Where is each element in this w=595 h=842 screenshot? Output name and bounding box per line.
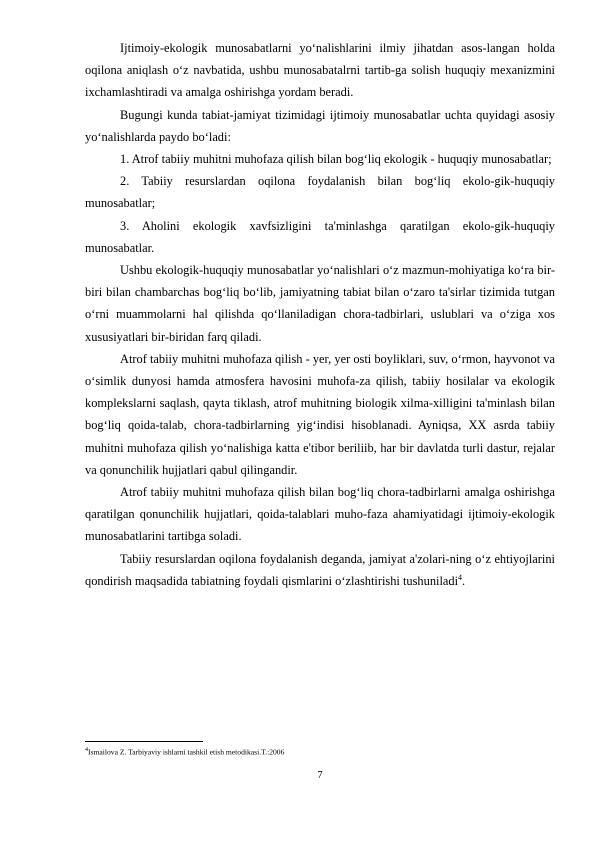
paragraph-8: Atrof tabiiy muhitni muhofaza qilish bilan bog‘liq chora-tadbirlarni amalga oshirishga qaratilgan qonunchilik hujjatlari, qoida-talablari muho-faza ahamiyatidagi ijtimoiy-ekologik munosabatlarini tartibga soladi. xyxy=(85,485,555,544)
paragraph-7: Atrof tabiiy muhitni muhofaza qilish - yer, yer osti boyliklari, suv, o‘rmon, hayvonot va o‘simlik dunyosi hamda atmosfera havosini muhofa-za qilish, tabiiy hosilalar va ekologik komplekslarni saqlash, qayta tiklash, atrof muhitning biologik xilma-xilligini ta'minlash bilan bog‘liq qoida-talab, chora-tadbirlarning yig‘indisi hisoblanadi. Ayniqsa, XX asrda tabiiy muhitni muhofaza qilish yo‘nalishiga katta e'tibor beriliib, har bir davlatda turli dastur, rejalar va qonunchilik hujjatlari qabul qilingandir. xyxy=(85,351,555,477)
paragraph-9-text: Tabiiy resurslardan oqilona foydalanish deganda, jamiyat a'zolari-ning o‘z ehtiyojlarini qondirish maqsadida tabiatning foydali qismlarini o‘zlashtirishi tushuniladi xyxy=(85,551,555,588)
paragraph-9-end: . xyxy=(462,573,466,588)
paragraph-4: 2. Tabiiy resurslardan oqilona foydalanish bilan bog‘liq ekolo-gik-huquqiy munosabatlar; xyxy=(85,174,555,211)
page-number: 7 xyxy=(317,770,323,781)
paragraph-3: 1. Atrof tabiiy muhitni muhofaza qilish bilan bog‘liq ekologik - huquqiy munosabatlar; xyxy=(120,152,552,167)
paragraph-1: Ijtimoiy-ekologik munosabatlarni yo‘nalishlarini ilmiy jihatdan asos-langan holda oqilona aniqlash o‘z navbatida, ushbu munosabatalrni tartib-ga solish huquqiy mexanizmini ixchamlashtiradi va amalga oshirishga yordam beradi. xyxy=(85,41,555,100)
footnote-reference[interactable]: 4 xyxy=(458,572,463,582)
footnote-separator xyxy=(85,741,203,742)
paragraph-6: Ushbu ekologik-huquqiy munosabatlar yo‘nalishlari o‘z mazmun-mohiyatiga ko‘ra bir-biri bilan chambarchas bog‘liq bo‘lib, jamiyatning tabiat bilan o‘zaro ta'sirlar tizimida tutgan o‘rni muammolarni hal qilishda qo‘llaniladigan chora-tadbirlari, uslublari va o‘ziga xos xususiyatlari bir-biridan farq qiladi. xyxy=(85,263,555,344)
footnote-number: 4 xyxy=(85,747,88,753)
paragraph-9 xyxy=(85,548,555,592)
paragraph-5: 3. Aholini ekologik xavfsizligini ta'minlashga qaratilgan ekolo-gik-huquqiy munosabatlar. xyxy=(85,218,555,255)
footnote xyxy=(85,745,555,758)
body-text xyxy=(85,37,555,592)
footnote-text: Ismailova Z. Tarbiyaviy ishlarni tashkil etish metodikasi.T.:2006 xyxy=(88,747,285,757)
paragraph-2: Bugungi kunda tabiat-jamiyat tizimidagi ijtimoiy munosabatlar uchta quyidagi asosiy yo‘nalishlarda paydo bo‘ladi: xyxy=(85,107,555,144)
